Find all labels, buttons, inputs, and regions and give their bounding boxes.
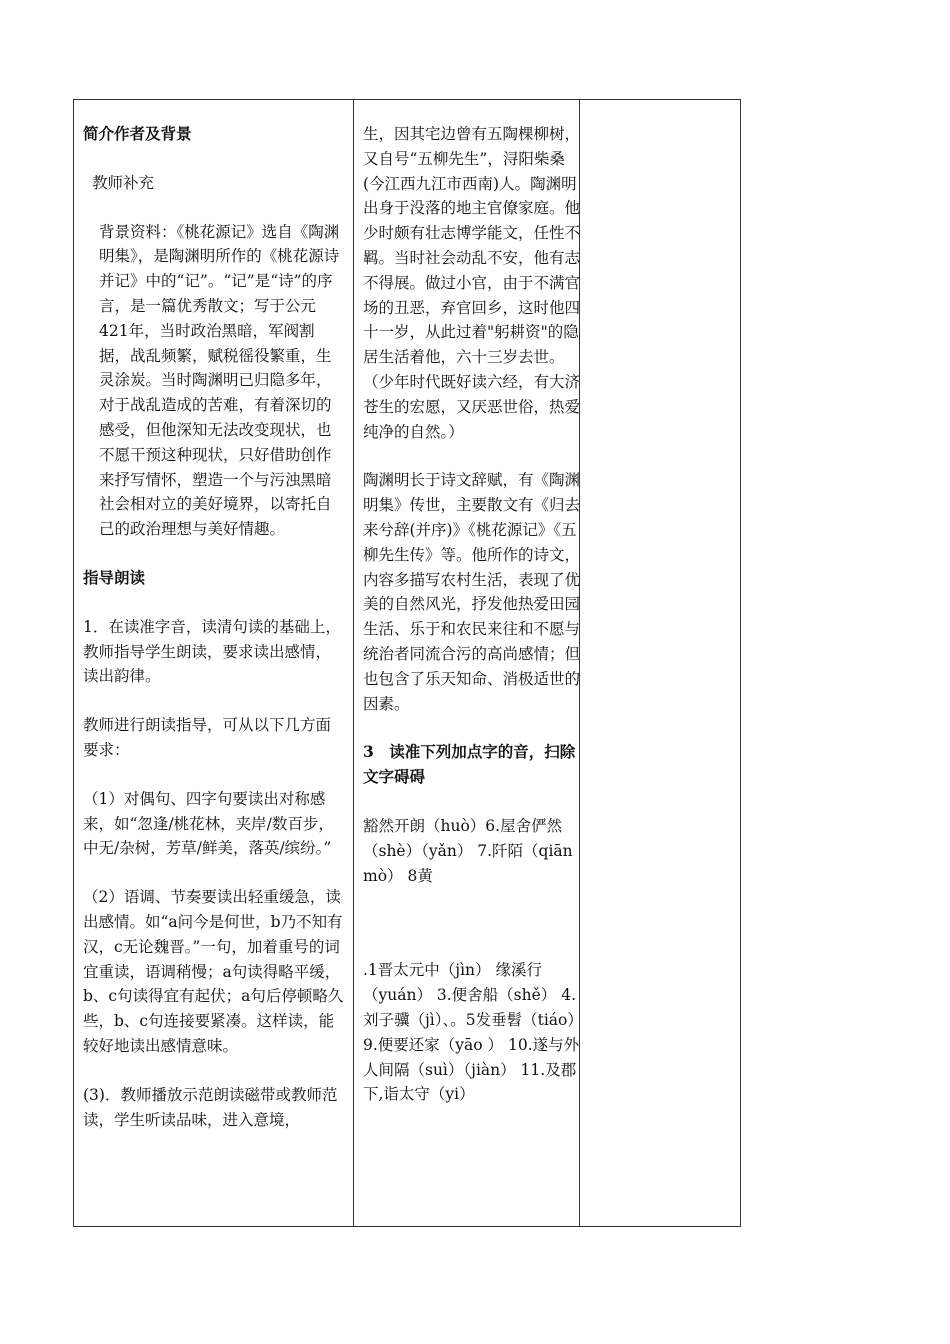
pronunciation-heading: 3 读准下列加点字的音，扫除文字碍碍 [363, 742, 576, 787]
reading-point-2: （2）语调、节奏要读出轻重缓急，读出感情。如“a问今是何世，b乃不知有汉，c无论魏晋。”一句，加着重号的词宜重读，语调稍慢；a句读得略平缓，b、c句读得宜有起伏；a句后停顿略久些，b、c句连接要紧凑。这样读，能较好地读出感情意味。 [83, 888, 344, 1055]
heading-reading-guide: 指导朗读 [83, 567, 146, 587]
reading-point-3: (3)．教师播放示范朗读磁带或教师范读，学生听读品味，进入意境， [83, 1085, 338, 1129]
reading-item-1: 1．在读准字音，读清句读的基础上，教师指导学生朗读，要求读出感情，读出韵律。 [83, 617, 341, 686]
teacher-supplement: 教师补充 [92, 173, 155, 192]
author-bio-paragraph: 生，因其宅边曾有五陶棵柳树，又自号“五柳先生”，浔阳柴桑(今江西九江市西南)人。陶渊明出身于没落的地主官僚家庭。他少时颇有壮志博学能文，任性不羁。当时社会动乱不安，他有志不得展。做过小官，由于不满官场的丑恶，弃官回乡，这时他四十一岁，从此过着"躬耕资"的隐居生活着他，六十三岁去世。（少年时代既好读六经，有大济苍生的宏愿，又厌恶世俗，热爱纯净的自然。） [363, 125, 581, 441]
author-works-paragraph: 陶渊明长于诗文辞赋，有《陶渊明集》传世，主要散文有《归去来兮辞(并序)》《桃花源记》《五柳先生传》等。他所作的诗文，内容多描写农村生活，表现了优美的自然风光，抒发他热爱田园生活、乐于和农民来往和不愿与统治者同流合污的高尚感情；但也包含了乐天知命、消极适世的因素。 [363, 471, 581, 713]
heading-author-background: 简介作者及背景 [83, 124, 192, 143]
column-middle [363, 122, 583, 1107]
lesson-table [73, 99, 741, 1227]
guide-intro: 教师进行朗读指导，可从以下几方面要求： [83, 716, 332, 759]
column-divider-1 [353, 100, 354, 1226]
background-paragraph: 背景资料：《桃花源记》选自《陶渊明集》，是陶渊明所作的《桃花源诗并记》中的“记”。“记”是“诗”的序言，是一篇优秀散文；写于公元421年，当时政治黑暗，军阀割据，战乱频繁，赋税徭役繁重，生灵涂炭。当时陶渊明已归隐多年，对于战乱造成的苦难，有着深切的感受，但他深知无法改变现状，也不愿干预这种现状，只好借助创作来抒写情怀，塑造一个与污浊黑暗社会相对立的美好境界，以寄托自己的政治理想与美好情趣。 [99, 222, 340, 539]
pronunciation-list-1: 豁然开朗（huò）6.屋舍俨然（shè）（yǎn） 7.阡陌（qiān mò） 8黄 [363, 816, 573, 885]
pronunciation-list-2: .1晋太元中（jìn） 缘溪行（yuán） 3.便舍船（shě） 4. 刘子骥（jì）、。5发垂髫（tiáo）9.便要还家（yāo ） 10.遂与外人间隔（suì）（jiàn） 11.及郡下,诣太守（yi） [363, 961, 583, 1104]
reading-point-1: （1）对偶句、四字句要读出对称感来，如“忽逢/桃花林，夹岸/数百步，中无/杂树，芳草/鲜美，落英/缤纷。” [83, 789, 334, 858]
column-left [83, 122, 345, 1132]
